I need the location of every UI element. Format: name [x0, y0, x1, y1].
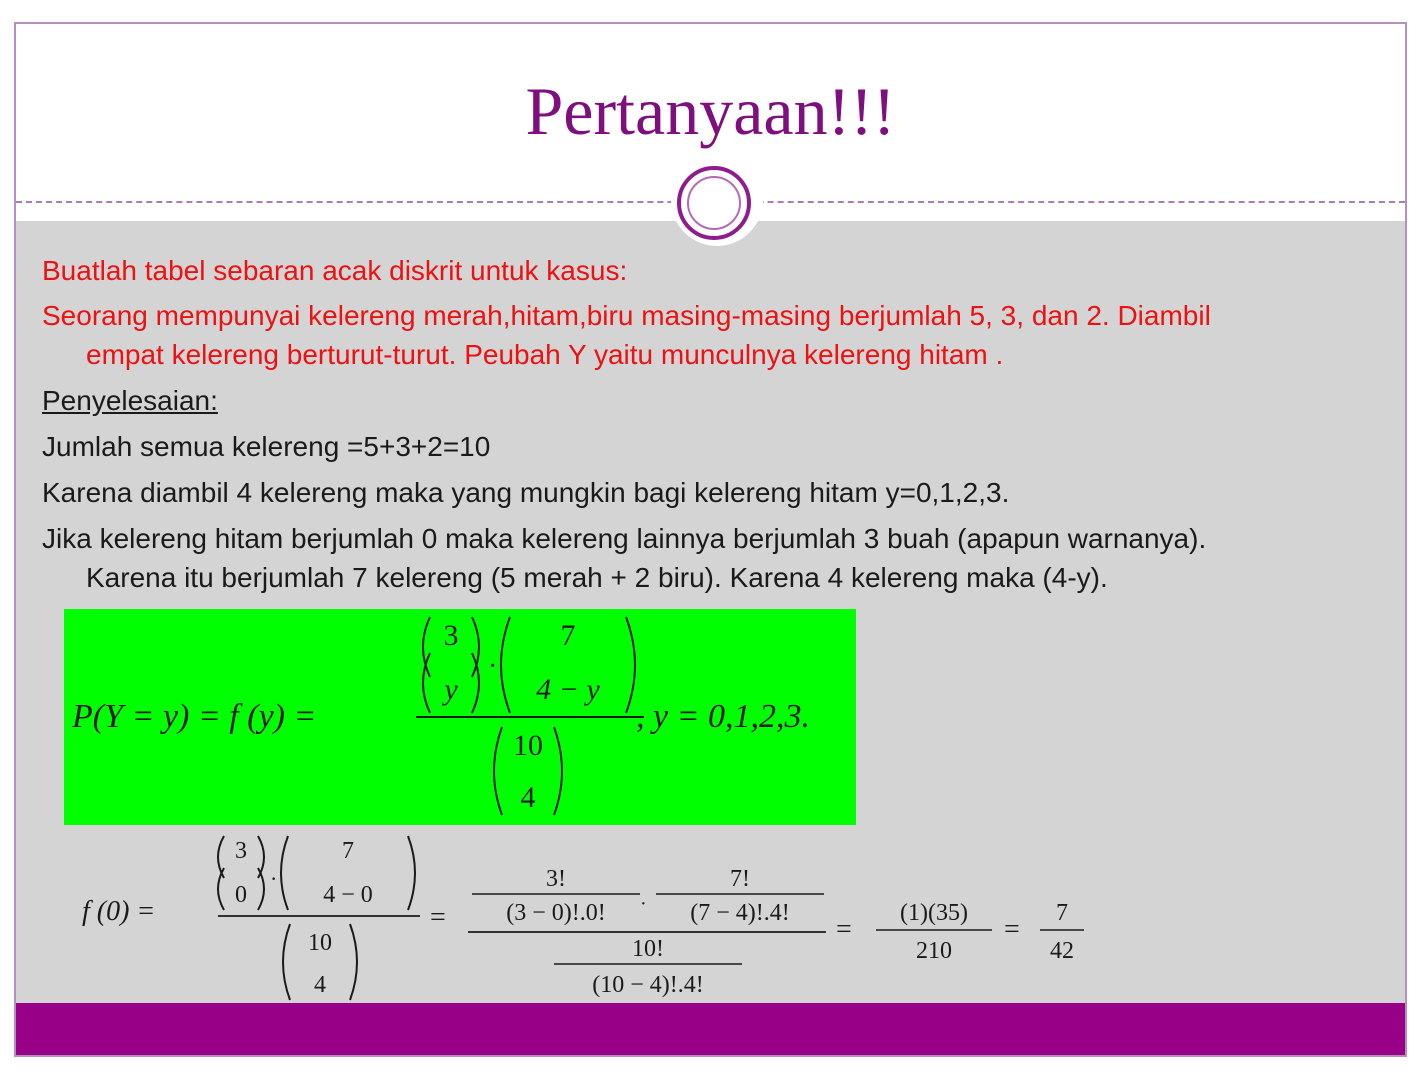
example-calculation — [72, 824, 1092, 1002]
binom-paren-right — [408, 836, 415, 910]
factorial-numerator: 3! — [546, 866, 566, 892]
binom-bottom: 0 — [235, 882, 247, 908]
equals-sign: = — [836, 914, 852, 945]
result-denominator: 42 — [1050, 938, 1074, 964]
factorial-denominator: (3 − 0)!.0! — [506, 900, 606, 926]
ratio-numerator: (1)(35) — [900, 900, 968, 926]
binom-dot: · — [270, 866, 278, 891]
factorial-denominator: (7 − 4)!.4! — [690, 900, 790, 926]
circle-ornament-icon — [677, 166, 751, 240]
binom-dot: · — [488, 651, 498, 682]
binom-top: 10 — [513, 729, 543, 762]
binom-paren-right — [350, 924, 357, 1000]
solution-line-3a: Jika kelereng hitam berjumlah 0 maka kelereng lainnya berjumlah 3 buah (apapun warnanya). — [42, 523, 1207, 554]
slide-title: Pertanyaan!!! — [525, 73, 896, 149]
binom-paren-right — [554, 727, 562, 815]
binom-paren-left — [281, 836, 288, 910]
footer-bar — [16, 1003, 1405, 1055]
binom-bottom: 4 − y — [536, 673, 600, 706]
binom-top: 7 — [342, 838, 354, 864]
solution-line-1: Jumlah semua kelereng =5+3+2=10 — [42, 431, 491, 462]
equals-sign: = — [430, 902, 446, 933]
formula-domain: , y = 0,1,2,3. — [636, 698, 811, 735]
question-line-2a: Seorang mempunyai kelereng merah,hitam,biru masing-masing berjumlah 5, 3, dan 2. Diambil — [42, 300, 1211, 331]
result-numerator: 7 — [1056, 900, 1068, 926]
probability-formula — [64, 609, 856, 825]
equals-sign: = — [1004, 914, 1020, 945]
slide — [14, 22, 1407, 1057]
formula-lhs: P(Y = y) = f (y) = — [72, 698, 317, 735]
factorial-numerator: 10! — [632, 936, 664, 962]
binom-bottom: 4 − 0 — [323, 882, 373, 908]
binom-dot: · — [640, 893, 647, 915]
solution-line-3b: Karena itu berjumlah 7 kelereng (5 merah + 2 biru). Karena 4 kelereng maka (4-y). — [86, 562, 1108, 593]
binom-paren-left — [283, 924, 290, 1000]
circle-ornament-inner — [687, 176, 741, 230]
binom-top: 3 — [235, 838, 247, 864]
factorial-denominator: (10 − 4)!.4! — [592, 972, 704, 998]
binom-top: 3 — [443, 619, 459, 652]
question-line-2b: empat kelereng berturut-turut. Peubah Y yaitu munculnya kelereng hitam . — [86, 339, 1004, 370]
binom-bottom: y — [444, 673, 458, 706]
binom-paren-right — [626, 617, 635, 713]
solution-line-2: Karena diambil 4 kelereng maka yang mungkin bagi kelereng hitam y=0,1,2,3. — [42, 477, 1010, 508]
binom-top: 10 — [308, 930, 332, 956]
example-lhs: f (0) = — [82, 896, 156, 927]
binom-paren-left — [501, 617, 510, 713]
binom-top: 7 — [560, 619, 576, 652]
question-line-1: Buatlah tabel sebaran acak diskrit untuk kasus: — [42, 255, 628, 286]
binom-bottom: 4 — [314, 972, 326, 998]
binom-paren-left — [494, 727, 502, 815]
factorial-numerator: 7! — [730, 866, 750, 892]
binom-bottom: 4 — [520, 781, 536, 814]
ratio-denominator: 210 — [916, 938, 952, 964]
solution-heading: Penyelesaian: — [42, 385, 218, 416]
